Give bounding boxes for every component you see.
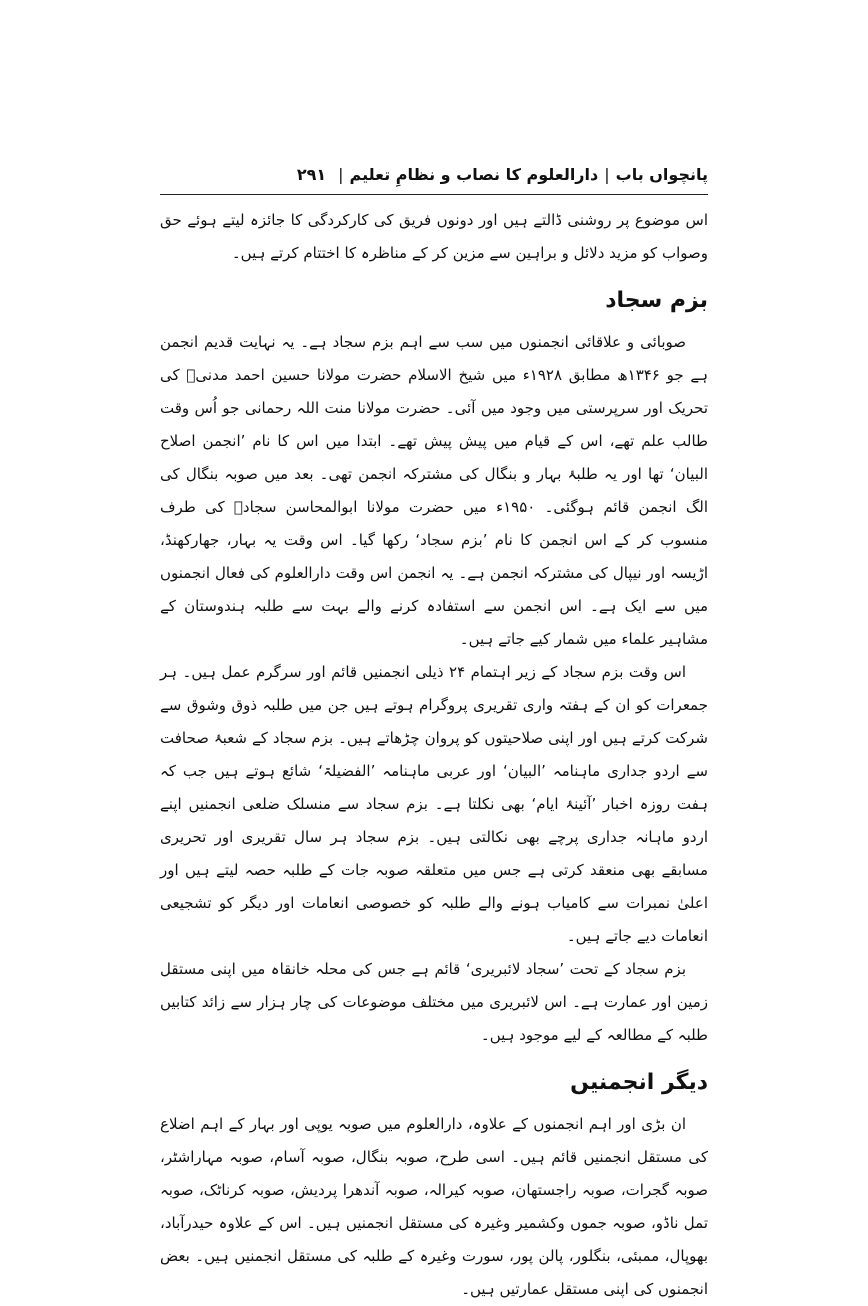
paragraph: ان بڑی اور اہم انجمنوں کے علاوہ، دارالعلوم میں صوبہ یوپی اور بہار کے اہم اضلاع کی مستقل انجمنیں قائم ہیں۔ اسی طرح، صوبہ بنگال، صوبہ آسام، صوبہ مہاراشٹر، صوبہ گجرات، صوبہ راجستھان، صوبہ کیرالہ، صوبہ آندھرا پردیش، صوبہ کرناٹک، صوبہ تمل ناڈو، صوبہ جموں وکشمیر وغیرہ کی مستقل انجمنیں ہیں۔ اس کے علاوہ حیدرآباد، بھوپال، ممبئی، بنگلور، پالن پور، سورت وغیرہ کے طلبہ کی مستقل انجمنیں ہیں۔ بعض انجمنوں کی اپنی مستقل عمارتیں ہیں۔ <box>160 1115 708 1298</box>
chapter-title: دارالعلوم کا نصاب و نظامِ تعلیم <box>349 164 599 184</box>
running-header <box>160 158 708 190</box>
chapter-label: پانچواں باب <box>615 164 708 184</box>
header-separator: | <box>604 164 610 184</box>
paragraph: اس وقت بزم سجاد کے زیر اہتمام ۲۴ ذیلی انجمنیں قائم اور سرگرم عمل ہیں۔ ہر جمعرات کو ان کے ہفتہ واری تقریری پروگرام ہوتے ہیں جن میں طلبہ ذوق وشوق سے شرکت کرتے ہیں اور اپنی صلاحیتوں کو پروان چڑھاتے ہیں۔ بزم سجاد کے شعبۂ صحافت سے اردو جداری ماہنامہ ’البیان‘ اور عربی ماہنامہ ’الفضیلۃ‘ شائع ہوتے ہیں جب کہ ہفت روزہ اخبار ’آئینۂ ایام‘ بھی نکلتا ہے۔ بزم سجاد سے منسلک ضلعی انجمنیں اپنے اردو ماہانہ جداری پرچے بھی نکالتی ہیں۔ بزم سجاد ہر سال تقریری اور تحریری مسابقے بھی منعقد کرتی ہے جس میں متعلقہ صوبہ جات کے طلبہ حصہ لیتے ہیں اور اعلیٰ نمبرات سے کامیاب ہونے والے طلبہ کو خصوصی انعامات اور دیگر کو تشجیعی انعامات دیے جاتے ہیں۔ <box>160 663 708 945</box>
header-divider <box>160 194 708 195</box>
paragraph: صوبائی و علاقائی انجمنوں میں سب سے اہم بزم سجاد ہے۔ یہ نہایت قدیم انجمن ہے جو ۱۳۴۶ھ مطابق ۱۹۲۸ء میں شیخ الاسلام حضرت مولانا حسین احمد مدنیؒ کی تحریک اور سرپرستی میں وجود میں آئی۔ حضرت مولانا منت اللہ رحمانی جو اُس وقت طالب علم تھے، اس کے قیام میں پیش پیش تھے۔ ابتدا میں اس کا نام ’انجمن اصلاح البیان‘ تھا اور یہ طلبۂ بہار و بنگال کی مشترکہ انجمن تھی۔ بعد میں صوبہ بنگال کی الگ انجمن قائم ہوگئی۔ ۱۹۵۰ء میں حضرت مولانا ابوالمحاسن سجادؒ کی طرف منسوب کر کے اس انجمن کا نام ’بزم سجاد‘ رکھا گیا۔ اس وقت یہ بہار، جھارکھنڈ، اڑیسہ اور نیپال کی مشترکہ انجمن ہے۔ یہ انجمن اس وقت دارالعلوم کی فعال انجمنوں میں سے ایک ہے۔ اس انجمن سے استفادہ کرنے والے بہت سے طلبہ ہندوستان کے مشاہیر علماء میں شمار کیے جاتے ہیں۔ <box>160 333 709 648</box>
header-separator: | <box>338 164 344 184</box>
section-heading-bazm-sajjad: بزم سجاد <box>605 288 708 313</box>
page-body <box>160 204 708 1306</box>
paragraph: بزم سجاد کے تحت ’سجاد لائبریری‘ قائم ہے جس کی محلہ خانقاہ میں اپنی مستقل زمین اور عمارت ہے۔ اس لائبریری میں مختلف موضوعات کی چار ہزار سے زائد کتابیں طلبہ کے مطالعہ کے لیے موجود ہیں۔ <box>160 960 708 1044</box>
section-heading-other-societies: دیگر انجمنیں <box>570 1070 708 1095</box>
page-number: ۲۹۱ <box>296 164 327 184</box>
intro-paragraph: اس موضوع پر روشنی ڈالتے ہیں اور دونوں فریق کی کارکردگی کا جائزہ لیتے ہوئے حق وصواب کو مزید دلائل و براہین سے مزین کر کے مناظرہ کا اختتام کرتے ہیں۔ <box>160 211 708 262</box>
